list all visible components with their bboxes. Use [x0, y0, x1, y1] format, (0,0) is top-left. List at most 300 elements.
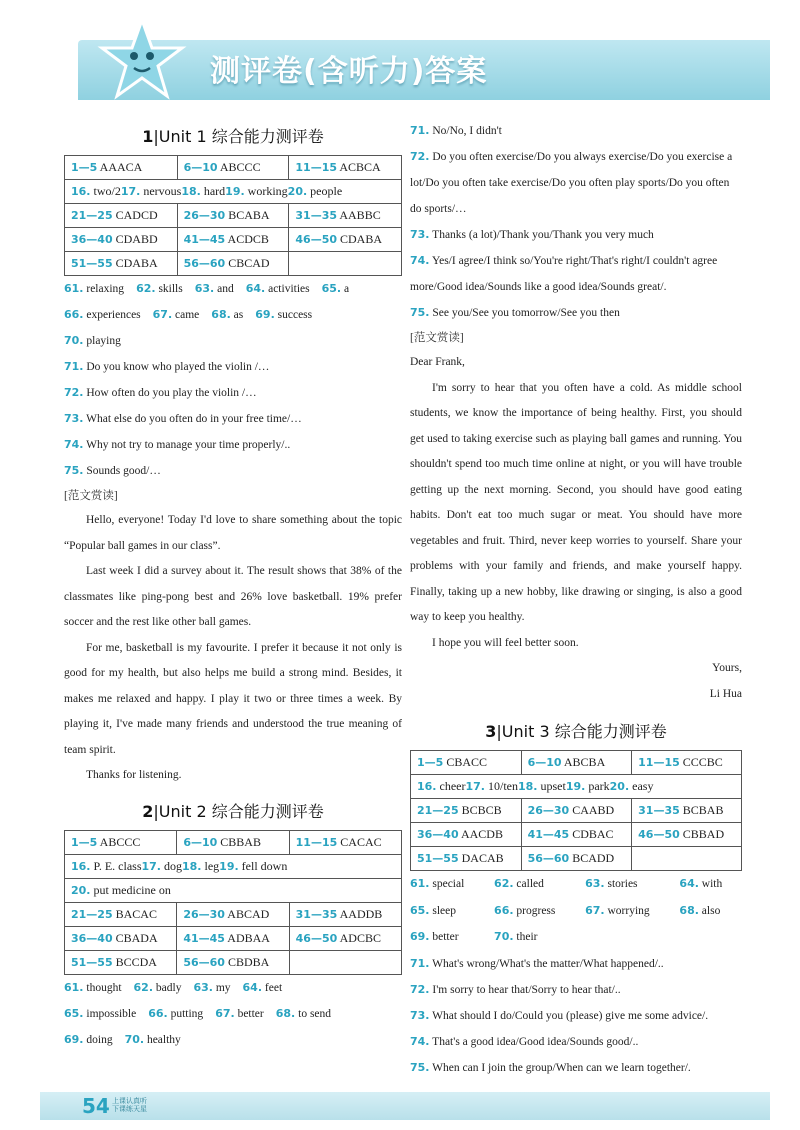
- table-cell: [289, 950, 401, 974]
- answer-item: [64, 276, 124, 302]
- answer-item: [64, 1027, 113, 1053]
- unit3-title: Unit 3 综合能力测评卷: [501, 722, 667, 741]
- answer-value: ABCCC: [97, 834, 141, 849]
- answer-value: Do you often exercise/Do you always exercise/Do you exercise a lot/Do you often take exercise/Do you often play sports/Do you often do sports/…: [410, 151, 733, 215]
- table-row: [411, 775, 742, 799]
- table-row: [65, 156, 402, 180]
- answer-key: 62.: [494, 877, 514, 890]
- answer-key: 31—35: [295, 209, 338, 222]
- table-cell: [177, 902, 289, 926]
- essay-paragraph: I hope you will feel better soon.: [432, 636, 579, 649]
- answer-item: [71, 184, 121, 198]
- answer-value: dog: [161, 858, 182, 873]
- answer-value: CBBAB: [217, 834, 261, 849]
- answer-item: [71, 160, 142, 174]
- answer-key: 41—45: [183, 931, 225, 945]
- answer-key: 68.: [275, 1006, 296, 1020]
- answer-key: 21—25: [71, 209, 113, 222]
- answer-value: easy: [629, 779, 654, 793]
- answer-value: ABCAD: [224, 906, 270, 921]
- answer-value: cheer: [436, 779, 466, 793]
- answer-item: [64, 413, 302, 425]
- answer-row: [64, 1001, 402, 1027]
- answer-key: 66.: [64, 308, 84, 321]
- letter-greeting: Dear Frank,: [410, 356, 465, 368]
- answer-item: [64, 328, 121, 354]
- table-row: [411, 799, 742, 823]
- answer-key: 74.: [64, 438, 84, 451]
- answer-item: [410, 871, 484, 898]
- table-cell: [289, 252, 402, 276]
- answer-line: [410, 222, 742, 248]
- answer-item: [184, 208, 270, 222]
- answer-value: people: [307, 184, 343, 198]
- answer-item: [417, 827, 503, 841]
- answer-key: 64.: [245, 282, 266, 295]
- answer-key: 6—10: [183, 835, 218, 849]
- unit1-number: 1: [142, 127, 154, 146]
- essay-paragraph: I'm sorry to hear that you often have a cold. As middle school students, we know the importance of being healthy. First, you should get used to taking exercise such as playing ball games and running. You shouldn't spend too much time online at night, or you will have trouble getting up the next morning. Second, you should have good eating habits. Don't eat too much sugar or meat. You should have more vegetables and fruit. Third, never keep worries to yourself. Share your problems with your family and friends, and make yourself happy. Finally, taking up a new hobby, like drawing or singing, is also a good way to keep you healthy.: [410, 381, 742, 623]
- table-cell: [289, 830, 401, 854]
- answer-key: 73.: [410, 228, 430, 241]
- answer-item: [494, 871, 575, 898]
- answer-key: 31—35: [295, 907, 338, 921]
- answer-line: [410, 248, 742, 300]
- unit1-short-answers: [64, 276, 402, 354]
- answer-key: 17.: [120, 185, 141, 198]
- answer-value: AABBC: [337, 208, 381, 222]
- answer-value: BACAC: [112, 906, 157, 921]
- table-cell: [65, 878, 402, 902]
- answer-value: Sounds good/…: [83, 465, 161, 477]
- unit3-short-answers: [410, 871, 742, 951]
- answer-item: [183, 931, 270, 945]
- answer-value: success: [274, 309, 313, 321]
- answer-key: 18.: [182, 859, 202, 873]
- answer-key: 68.: [211, 308, 231, 321]
- unit2-number: 2: [142, 801, 154, 821]
- answer-value: What else do you often do in your free time/…: [83, 413, 302, 425]
- answer-value: as: [230, 309, 244, 321]
- answer-value: BCCDA: [112, 954, 157, 969]
- answer-item: [494, 924, 575, 951]
- answer-key: 6—10: [183, 161, 218, 174]
- answer-value: activities: [265, 283, 310, 295]
- answer-key: 65.: [64, 1006, 84, 1020]
- letter-closing: Yours,: [712, 662, 742, 674]
- answer-item: [136, 276, 183, 302]
- unit2-essay-tag: [范文赏读]: [410, 332, 464, 344]
- essay-paragraph: Hello, everyone! Today I'd love to share something about the topic “Popular ball games in our class”.: [64, 514, 402, 552]
- answer-value: CBACC: [443, 755, 487, 769]
- answer-item: [71, 931, 158, 945]
- answer-value: AADDB: [337, 906, 383, 921]
- answer-line: [410, 951, 742, 977]
- answer-item: [679, 871, 742, 898]
- table-cell: [411, 775, 742, 799]
- answer-item: [183, 955, 269, 969]
- table-cell: [289, 902, 401, 926]
- answer-value: special: [429, 878, 465, 890]
- answer-item: [295, 232, 382, 246]
- answer-item: [585, 871, 669, 898]
- page-title: 测评卷(含听力)答案: [210, 54, 488, 89]
- answer-item: [528, 827, 614, 841]
- answer-value: When can I join the group/When can we learn together/.: [429, 1061, 691, 1074]
- answer-value: CAABD: [569, 803, 615, 817]
- answer-key: 16.: [71, 859, 91, 873]
- answer-key: 56—60: [183, 955, 225, 969]
- answer-item: [183, 835, 261, 849]
- answer-key: 69.: [410, 930, 430, 943]
- answer-line: [410, 1055, 742, 1081]
- answer-key: 41—45: [527, 828, 570, 841]
- table-cell: [289, 204, 402, 228]
- table-cell: [65, 180, 402, 204]
- answer-key: 11—15: [638, 756, 680, 769]
- answer-value: thought: [83, 981, 122, 994]
- answer-item: [182, 859, 219, 873]
- answer-item: [255, 302, 312, 328]
- answer-key: 67.: [215, 1006, 235, 1020]
- answer-value: Thanks (a lot)/Thank you/Thank you very much: [429, 229, 654, 241]
- answer-item: [410, 125, 502, 137]
- table-cell: [65, 204, 178, 228]
- unit1-sentence-answers: [64, 354, 402, 484]
- answer-key: 46—50: [295, 931, 338, 945]
- answer-value: No/No, I didn't: [429, 125, 502, 137]
- answer-item: [193, 975, 230, 1001]
- answer-value: nervous: [140, 184, 182, 198]
- answer-value: ABCCC: [217, 160, 261, 174]
- answer-item: [211, 302, 243, 328]
- answer-key: 51—55: [417, 852, 459, 865]
- table-row: [65, 830, 402, 854]
- answer-value: Do you know who played the violin /…: [83, 361, 270, 373]
- answer-item: [125, 1027, 181, 1053]
- table-row: [65, 180, 402, 204]
- answer-item: [64, 1001, 136, 1027]
- answer-key: 16.: [71, 185, 91, 198]
- answer-key: 18.: [517, 780, 538, 793]
- unit1-essay-tag: [范文赏读]: [64, 490, 118, 502]
- answer-key: 64.: [679, 877, 699, 890]
- answer-value: called: [513, 878, 544, 890]
- answer-item: [410, 984, 621, 996]
- answer-value: CDBAC: [569, 827, 614, 841]
- answer-key: 19.: [565, 780, 586, 793]
- answer-row: [64, 276, 402, 302]
- answer-item: [410, 898, 484, 925]
- answer-line: [64, 380, 402, 406]
- answer-value: two/2: [90, 184, 121, 198]
- answer-value: What's wrong/What's the matter/What happened/..: [429, 957, 664, 970]
- answer-item: [64, 387, 257, 399]
- answer-key: 56—60: [183, 257, 226, 270]
- table-cell: [65, 252, 178, 276]
- answer-value: leg: [201, 858, 220, 873]
- answer-value: P. E. class: [90, 858, 142, 873]
- answer-value: 10/ten: [484, 779, 518, 793]
- page-number: 54: [82, 1094, 110, 1118]
- answer-value: progress: [513, 904, 556, 917]
- answer-key: 62.: [136, 282, 156, 295]
- answer-value: How often do you play the violin /…: [83, 387, 257, 399]
- answer-item: [417, 851, 504, 865]
- answer-key: 66.: [494, 903, 514, 917]
- answer-value: impossible: [83, 1007, 137, 1020]
- answer-item: [410, 958, 664, 970]
- answer-item: [296, 931, 381, 945]
- answer-item: [417, 779, 465, 793]
- answer-item: [184, 160, 261, 174]
- answer-item: [71, 232, 158, 246]
- star-mascot-icon: [96, 14, 188, 106]
- answer-key: 67.: [585, 903, 605, 917]
- unit2-heading: 2|Unit 2 综合能力测评卷: [142, 801, 324, 821]
- answer-key: 1—5: [417, 756, 444, 769]
- answer-key: 63.: [585, 877, 605, 890]
- answer-key: 20.: [287, 185, 308, 198]
- answer-item: [295, 208, 380, 222]
- answer-value: and: [214, 283, 234, 295]
- table-cell: [521, 847, 632, 871]
- answer-key: 6—10: [527, 756, 562, 769]
- answer-item: [225, 184, 288, 198]
- answer-line: [410, 300, 742, 326]
- answer-item: [288, 184, 343, 198]
- answer-value: ABCBA: [561, 755, 606, 769]
- answer-value: CADCD: [112, 208, 158, 222]
- answer-item: [410, 924, 484, 951]
- answer-value: stories: [604, 878, 638, 890]
- table-cell: [632, 823, 742, 847]
- answer-key: 21—25: [71, 907, 113, 921]
- essay-paragraph: For me, basketball is my favourite. I prefer it because it not only is good for my health, but also helps me build a strong mind. Besides, it makes me relaxed and happy. I play it two or three times a week. By playing it, I've made many friends and understood the true meaning of team spirit.: [64, 641, 402, 756]
- answer-item: [71, 256, 158, 270]
- answer-item: [410, 1062, 691, 1074]
- answer-key: 71.: [64, 360, 84, 373]
- answer-key: 20.: [609, 780, 630, 793]
- table-cell: [177, 926, 289, 950]
- answer-key: 46—50: [295, 233, 338, 246]
- answer-key: 65.: [410, 903, 430, 917]
- answer-key: 69.: [64, 1032, 84, 1046]
- answer-key: 71.: [410, 956, 430, 970]
- unit2-short-answers: [64, 975, 402, 1053]
- answer-line: [64, 458, 402, 484]
- table-cell: [177, 252, 289, 276]
- answer-item: [246, 276, 310, 302]
- table-row: [65, 854, 402, 878]
- answer-value: their: [513, 931, 538, 943]
- answer-item: [518, 779, 566, 793]
- answer-key: 36—40: [71, 233, 113, 246]
- table-cell: [411, 847, 522, 871]
- answer-key: 61.: [64, 980, 84, 994]
- answer-row: [64, 1027, 402, 1053]
- unit2-letter-body: [410, 376, 742, 657]
- answer-line: [64, 354, 402, 380]
- table-cell: [65, 902, 177, 926]
- answer-item: [610, 779, 654, 793]
- answer-item: [121, 184, 182, 198]
- answer-value: park: [585, 779, 610, 793]
- unit2-title: Unit 2 综合能力测评卷: [158, 801, 324, 821]
- answer-item: [410, 151, 732, 215]
- answer-value: experiences: [83, 309, 141, 321]
- answer-key: 26—30: [183, 209, 226, 222]
- answer-value: CBADA: [112, 930, 158, 945]
- answer-item: [243, 975, 283, 1001]
- table-row: [65, 902, 402, 926]
- answer-item: [71, 883, 171, 897]
- answer-item: [410, 1010, 708, 1022]
- answer-item: [64, 465, 161, 477]
- table-cell: [411, 799, 522, 823]
- answer-item: [296, 907, 383, 921]
- answer-line: [410, 977, 742, 1003]
- answer-value: CDABA: [112, 256, 158, 270]
- table-cell: [411, 823, 522, 847]
- unit3-answer-table: [410, 750, 742, 871]
- answer-item: [64, 975, 122, 1001]
- answer-item: [585, 898, 669, 925]
- table-cell: [632, 799, 742, 823]
- answer-item: [410, 229, 654, 241]
- table-cell: [289, 156, 402, 180]
- table-cell: [65, 950, 177, 974]
- answer-value: healthy: [144, 1033, 181, 1046]
- answer-key: 1—5: [71, 161, 98, 174]
- answer-key: 41—45: [183, 233, 226, 246]
- answer-item: [183, 907, 269, 921]
- answer-item: [64, 302, 141, 328]
- answer-value: hard: [200, 184, 226, 198]
- answer-value: BCADD: [569, 851, 615, 865]
- answer-key: 1—5: [71, 835, 98, 849]
- answer-item: [638, 755, 723, 769]
- answer-line: [64, 406, 402, 432]
- answer-value: fell down: [238, 858, 288, 873]
- answer-key: 70.: [494, 930, 514, 943]
- table-row: [65, 228, 402, 252]
- answer-value: sleep: [429, 904, 457, 917]
- answer-key: 73.: [410, 1008, 430, 1022]
- answer-key: 74.: [410, 1034, 430, 1048]
- answer-value: CACAC: [337, 834, 382, 849]
- answer-item: [638, 827, 724, 841]
- answer-value: CBBAD: [679, 827, 725, 841]
- answer-key: 16.: [417, 780, 437, 793]
- footer-note-line2: 下课练天星: [112, 1105, 147, 1113]
- answer-value: put medicine on: [90, 882, 171, 897]
- answer-key: 51—55: [71, 955, 113, 969]
- answer-item: [410, 307, 620, 319]
- answer-key: 62.: [133, 980, 154, 994]
- table-cell: [521, 799, 632, 823]
- table-cell: [65, 156, 178, 180]
- answer-value: AACDB: [458, 827, 503, 841]
- table-cell: [289, 926, 401, 950]
- answer-value: CBDBA: [224, 954, 270, 969]
- answer-item: [195, 276, 234, 302]
- answer-value: What should I do/Could you (please) give me some advice/.: [429, 1009, 709, 1022]
- unit2-sentence-answers: [410, 118, 742, 326]
- answer-key: 61.: [64, 282, 84, 295]
- answer-key: 71.: [410, 124, 430, 137]
- answer-row: [64, 975, 402, 1001]
- answer-item: [153, 302, 200, 328]
- footer-note-line1: 上课认真听: [112, 1097, 147, 1105]
- answer-key: 11—15: [295, 835, 338, 849]
- answer-value: working: [244, 184, 288, 198]
- unit2-letter: [410, 350, 742, 707]
- answer-value: putting: [167, 1007, 204, 1020]
- answer-item: [276, 1001, 331, 1027]
- answer-item: [71, 955, 157, 969]
- answer-item: [181, 184, 225, 198]
- answer-key: 17.: [141, 859, 161, 873]
- answer-value: to send: [295, 1007, 332, 1020]
- table-cell: [521, 751, 632, 775]
- answer-key: 56—60: [527, 852, 570, 865]
- table-cell: [65, 830, 177, 854]
- answer-item: [295, 160, 380, 174]
- answer-line: [410, 1003, 742, 1029]
- answer-value: CBCAD: [225, 256, 270, 270]
- answer-key: 36—40: [417, 828, 459, 841]
- answer-line: [410, 1029, 742, 1055]
- table-row: [411, 751, 742, 775]
- answer-key: 21—25: [417, 804, 459, 817]
- unit3-number: 3: [485, 722, 497, 741]
- answer-value: relaxing: [83, 283, 125, 295]
- answer-key: 19.: [225, 185, 245, 198]
- answer-key: 75.: [64, 464, 84, 477]
- answer-value: ADBAA: [224, 930, 270, 945]
- answer-key: 66.: [148, 1006, 168, 1020]
- table-cell: [177, 156, 289, 180]
- table-cell: [177, 950, 289, 974]
- answer-value: See you/See you tomorrow/See you then: [429, 307, 620, 319]
- answer-value: That's a good idea/Good idea/Sounds good/..: [429, 1035, 639, 1048]
- answer-line: [410, 144, 742, 222]
- answer-key: 72.: [410, 150, 430, 163]
- answer-item: [142, 859, 183, 873]
- answer-value: came: [172, 309, 200, 321]
- answer-value: with: [698, 878, 723, 890]
- answer-value: CDABA: [337, 232, 383, 246]
- answer-value: upset: [537, 779, 566, 793]
- table-cell: [65, 228, 178, 252]
- table-row: [411, 823, 742, 847]
- answer-key: 64.: [242, 980, 263, 994]
- answer-value: I'm sorry to hear that/Sorry to hear that/..: [429, 983, 621, 996]
- answer-key: 26—30: [183, 907, 225, 921]
- table-cell: [65, 926, 177, 950]
- table-row: [411, 847, 742, 871]
- answer-item: [71, 907, 157, 921]
- answer-value: worrying: [604, 904, 650, 917]
- answer-key: 17.: [465, 780, 485, 793]
- answer-key: 26—30: [527, 804, 570, 817]
- answer-key: 18.: [181, 185, 201, 198]
- answer-key: 65.: [321, 282, 342, 295]
- answer-value: doing: [83, 1033, 113, 1046]
- essay-paragraph: Last week I did a survey about it. The result shows that 38% of the classmates like ping-pong best and 26% love basketball. 19% prefer soccer and the rest like other ball games.: [64, 565, 402, 628]
- table-cell: [521, 823, 632, 847]
